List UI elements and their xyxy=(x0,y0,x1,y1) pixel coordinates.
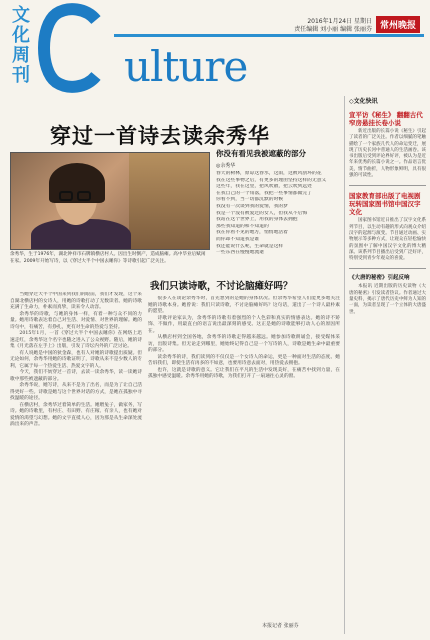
poem-title: 你没有看见我被遮蔽的部分 xyxy=(216,149,306,158)
poem-line: 那些我知道的和不知道的 xyxy=(216,223,269,229)
brand-logo: 常州晚报 xyxy=(376,16,420,33)
lead-paragraph: 余秀华说，她写诗，从来不是为了出名，而是为了让自己活得更好一些。诗歌是她与这个世界对话的方式，是她在孤独中寻找温暖的途径。 xyxy=(10,383,142,401)
body-paragraph: 也许，这就是诗歌的意义。它让我们在平凡的生活中发现美好，在痛苦中找到力量，在孤独中感受温暖。余秀华用她的诗歌，为我们打开了一扇通往心灵的窗。 xyxy=(148,367,340,379)
poem-line: 而你却不知道我是谁 xyxy=(216,236,260,242)
lead-paragraph: 今天，我们不妨穿过一首诗，去读一读余秀华，读一读她诗歌中那些被遮蔽的部分。 xyxy=(10,370,142,382)
big-c-logo-icon xyxy=(34,2,104,94)
poem-line: 我在你看不见的地方，悄悄地活着 xyxy=(216,230,288,236)
poem-lines xyxy=(216,171,338,257)
culture-wordmark: ulture xyxy=(124,42,248,91)
poem-line: 我是一个没有被爱过的女人，但我从不后悔 xyxy=(216,210,308,216)
portrait-photo xyxy=(10,152,210,250)
lead-text-column xyxy=(10,292,142,618)
lead-paragraph: 当她穿过大半个中国来到我们的眼前，我们才发现，这个来自湖北横店村的女诗人，用她的诗歌打动了无数读者。她的诗歌充满了生命力，朴素而真挚，读来令人动容。 xyxy=(10,292,142,310)
divider xyxy=(349,268,426,269)
body-paragraph: 读余秀华的诗，我们读到的不仅仅是一个女诗人的命运，更是一种面对生活的态度。她告诉我们，即使生活有再多的不如意，也要用诗意去面对，用热爱去拥抱。 xyxy=(148,354,340,366)
poem-line: 我站在这个世界上，用我的身体去拥抱 xyxy=(216,217,298,223)
masthead xyxy=(6,4,424,96)
poem-line: 在我自己的一个角落，我把一些事情都做完了 xyxy=(216,190,312,196)
page-headline: 穿过一首诗去读余秀华 xyxy=(50,124,270,148)
date-line: 2016年1月24日 星期日 xyxy=(307,18,372,25)
brief-heading: 国家教育部出版了电视剧 玩转国家图书馆中国汉字文化 xyxy=(349,192,421,217)
brief-heading: 《大唐的秘密》引起反响 xyxy=(349,275,410,282)
brief-text: 国家图书馆近日推出了汉字文化系列节目，以生动有趣的形式向观众介绍汉字的起源与演变。节目通过动画、实物展示等多种方式，让观众在轻松愉快的氛围中了解中国汉字文化的博大精深。该系列节目播出后受到广泛好评，特别受到青少年观众的喜爱。 xyxy=(349,218,426,262)
editor-line: 责任编辑 刘小丽 编辑 张丽芬 xyxy=(294,26,372,33)
column-label: ◇文化快讯 xyxy=(349,98,378,105)
news-brief-column xyxy=(344,96,426,634)
divider xyxy=(349,185,426,186)
masthead-info xyxy=(294,18,372,34)
poem-author: ◎余秀华 xyxy=(216,163,236,169)
masthead-rule xyxy=(114,34,424,37)
brief-text: 新近出版的长篇小说《秘生》引起了读者的广泛关注。作者以细腻的笔触描绘了一个家族几代人的命运变迁，展现了历史长河中普通人的生活画卷。该书出版后受到评论界好评，被认为是近年来优秀的长篇小说之一。作品语言优美，情节曲折，人物形象鲜明，具有很强的可读性。 xyxy=(349,129,426,179)
poem-line: 春天的树林，原谅这春水，这雨，这被风刮坏的花 xyxy=(216,171,322,176)
poem-line: 这些年，我在这里，把风吹散，把云吹到远处 xyxy=(216,184,312,190)
brief-heading: 宣平访《秘生》 翻翻古代窄房悬挂长卷小说 xyxy=(349,111,423,127)
section-title-vertical: 文化周刊 xyxy=(12,5,30,86)
body-paragraph: 很多人在谈论余秀华时，首先想到的是她的身体状况。但余秀华希望人们能更多地关注她的诗歌本身。她曾说：我们只读诗歌，不讨论脑瘫好吗？这句话，道出了一个诗人最朴素的愿望。 xyxy=(148,296,340,314)
body-paragraph: 从横店村到全国各地，余秀华的诗歌走得越来越远。她参加诗歌朗诵会，接受媒体采访，出版诗集。但无论走到哪里，她始终记得自己是一个写诗的人，诗歌是她生命中最重要的部分。 xyxy=(148,335,340,353)
poem-line: 一些东西在慢慢地流逝 xyxy=(216,250,264,256)
lead-paragraph: 在横店村，余秀华过着简单的生活。她喂兔子，做家务，写诗。她的诗歌里，有村庄、有田野、有庄稼、有亲人，也有她对爱情的渴望与幻想。她的文字直抵人心，因为那是从生命深处流淌出来的声音。 xyxy=(10,402,142,427)
lead-paragraph: 2015年1月，一首《穿过大半个中国去睡你》在网络上迅速走红，余秀华这个名字也随之进入了公众视野。随后，她的诗集《月光落在左手上》出版，引发了诗坛内外的广泛讨论。 xyxy=(10,331,142,349)
poem-line: 我还能说什么呢，生命就是这样 xyxy=(216,243,284,249)
lead-paragraph: 余秀华的诗歌，与她的身体一样，有着一种与众不同的力量。她用诗歌表达着自己对生活、对爱情、对世界的理解。她的诗句中，有痛苦，有挣扎，更有对生命的热爱与坚持。 xyxy=(10,311,142,330)
brief-text: 本报讯 近期出版的历史读物《大唐的秘密》引发读者热议。作者通过大量史料，揭示了唐代历史中鲜为人知的一面，为读者呈现了一个立体的大唐盛世。 xyxy=(349,284,426,315)
section-subhead: 我们只读诗歌，不讨论脑瘫好吗？ xyxy=(150,281,293,292)
photo-caption: 余秀华，生于1976年，湖北钟祥市石牌镇横店村人。因出生时倒产，造成脑瘫。高中毕业后赋闲在家。2009年开始写诗，以《穿过大半个中国去睡你》等诗歌引起广泛关注。 xyxy=(10,252,206,264)
body-text-column xyxy=(148,296,340,618)
poem-line: 我没有一次谈到我的爱情，我的梦 xyxy=(216,203,288,209)
article-byline: 本报记者 张丽芬 xyxy=(262,623,299,629)
lead-paragraph: 有人说她是中国的狄金森，也有人对她的诗歌提出质疑。但无论如何，余秀华用她的诗歌证明了，诗歌从来不是少数人的专利，它属于每一个热爱生活、热爱文字的人。 xyxy=(10,350,142,369)
poem-line: 你看不到，当一切都沉默的时候 xyxy=(216,197,284,203)
poem-line: 我在这些事物之后，有更多的理由坚持这样的无意义 xyxy=(216,177,327,183)
poem-box xyxy=(216,148,338,272)
body-paragraph: 诗歌评论家认为，余秀华的诗歌有着强烈的个人色彩和真实的情感表达。她的诗不矫饰、不做作，用最直白的语言说出最深刻的感受。这正是她的诗歌能够打动人心的原因所在。 xyxy=(148,315,340,334)
